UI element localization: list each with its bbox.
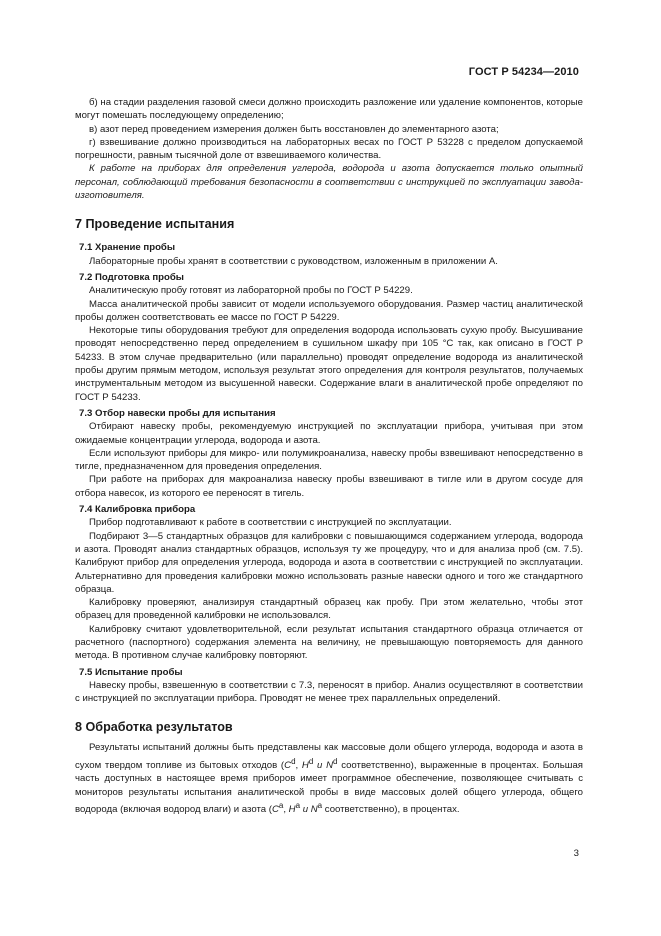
subsection-7-4-title: 7.4 Калибровка прибора xyxy=(79,504,196,516)
page-content xyxy=(75,96,583,816)
document-id-header: ГОСТ Р 54234—2010 xyxy=(468,66,579,78)
paragraph: Аналитическую пробу готовят из лабораторной пробы по ГОСТ Р 54229. xyxy=(89,285,413,297)
symbol: N xyxy=(326,759,334,771)
symbol: H xyxy=(301,759,309,771)
paragraph: Некоторые типы оборудования требуют для определения водорода использовать сухую пробу. Высушивание проводят непосредственно перед определением в сушильном шкафу при 105 °С так, как описано в ГОСТ Р 54233. В этом случае предварительно (или параллельно) проводят определение водорода из аналитической пробы другим прямым методом, используя результат этого определения для контроля результатов, получаемых инструментальным методом из высушенной навески. Содержание влаги в аналитической пробе определяют по ГОСТ Р 54233. xyxy=(75,325,583,403)
paragraph: Подбирают 3—5 стандартных образцов для калибровки с повышающимся содержанием углерода, водорода и азота. Проводят анализ стандартных образцов, используя ту же процедуру, что и для анализа проб (см. 7.5). Калибруют прибор для определения углерода, водорода и азота в соответствии с инструкцией по эксплуатации. Альтернативно для проведения калибровки можно использовать разные навески одного и того же стандартного образца. xyxy=(75,530,583,595)
superscript: a xyxy=(295,800,301,810)
section-7-title: 7 Проведение испытания xyxy=(75,217,235,232)
superscript: d xyxy=(333,756,338,766)
superscript: d xyxy=(291,756,296,766)
intro-item-v: в) азот перед проведением измерения должен быть восстановлен до элементарного азота; xyxy=(89,123,499,135)
text-run: Результаты испытаний должны быть представлены как массовые доли общего углерода, водорода и азота в сухом твердом топливе из бытовых отходов ( xyxy=(75,742,583,771)
symbol: C xyxy=(271,804,279,816)
paragraph: Если используют приборы для микро- или полумикроанализа, навеску пробы взвешивают непосредственно в тигле, предназначенном для проведения определения. xyxy=(75,447,583,473)
text-run: , xyxy=(295,759,302,771)
paragraph: Калибровку проверяют, анализируя стандартный образец как пробу. При этом желательно, чтобы этот образец для проведенной калибровки не использовался. xyxy=(75,597,583,622)
superscript: a xyxy=(317,800,323,810)
symbol: N xyxy=(310,804,318,816)
section-8-title: 8 Обработка результатов xyxy=(75,720,233,735)
paragraph: Лабораторные пробы хранят в соответствии с руководством, изложенным в приложении А. xyxy=(89,255,498,267)
intro-item-g: г) взвешивание должно производиться на лабораторных весах по ГОСТ Р 53228 с пределом допускаемой погрешности, равным тысячной доле от взвешиваемого количества. xyxy=(75,136,583,162)
text-run: и xyxy=(313,759,327,771)
paragraph: Отбирают навеску пробы, рекомендуемую инструкцией по эксплуатации прибора, учитывая при этом ожидаемые концентрации углерода, водорода и азота. xyxy=(75,421,583,446)
subsection-7-2-title: 7.2 Подготовка пробы xyxy=(79,271,184,283)
symbol: H xyxy=(288,804,296,816)
symbol: C xyxy=(284,759,292,771)
text-run: соответственно), выраженные в процентах. Большая часть доступных в настоящее время приборов имеет программное обеспечение, позволяющее считывать с мониторов результаты испытания аналитической пробы в виде массовых долей общего углерода, общего водорода (включая водород влаги) и азота ( xyxy=(75,759,583,816)
safety-note: К работе на приборах для определения углерода, водорода и азота допускается только опытный персонал, соблюдающий требования безопасности в соответствии с инструкцией по эксплуатации завода-изготовителя. xyxy=(75,163,583,202)
subsection-7-3-title: 7.3 Отбор навески пробы для испытания xyxy=(79,407,276,419)
page-number: 3 xyxy=(573,848,579,859)
paragraph: При работе на приборах для макроанализа навеску пробы взвешивают в тигле или в другом сосуде для отбора навесок, из которого ее переносят в тигель. xyxy=(75,474,583,499)
intro-item-b: б) на стадии разделения газовой смеси должно происходить разложение или удаление компонентов, которые могут помешать последующему определению; xyxy=(75,97,583,122)
paragraph: Масса аналитической пробы зависит от модели используемого оборудования. Размер частиц аналитической пробы должен соответствовать ее массе по ГОСТ Р 54229. xyxy=(75,298,583,323)
superscript: a xyxy=(278,800,284,810)
paragraph: Прибор подготавливают к работе в соответствии с инструкцией по эксплуатации. xyxy=(89,517,452,529)
paragraph: Навеску пробы, взвешенную в соответствии с 7.3, переносят в прибор. Анализ осуществляют в соответствии с инструкцией по эксплуатации прибора. Проводят не менее трех параллельных определений. xyxy=(75,679,583,705)
text-run: , xyxy=(283,804,289,816)
paragraph: Калибровку считают удовлетворительной, если результат испытания стандартного образца отличается от расчетного (паспортного) содержания элемента на величину, не превышающую повторяемость для данного метода. В противном случае калибровку повторяют. xyxy=(75,623,583,662)
results-paragraph xyxy=(75,741,583,816)
text-run: и xyxy=(300,804,311,816)
text-run: соответственно), в процентах. xyxy=(322,804,460,816)
subsection-7-5-title: 7.5 Испытание пробы xyxy=(79,666,183,678)
subsection-7-1-title: 7.1 Хранение пробы xyxy=(79,242,176,254)
superscript: d xyxy=(308,756,314,766)
